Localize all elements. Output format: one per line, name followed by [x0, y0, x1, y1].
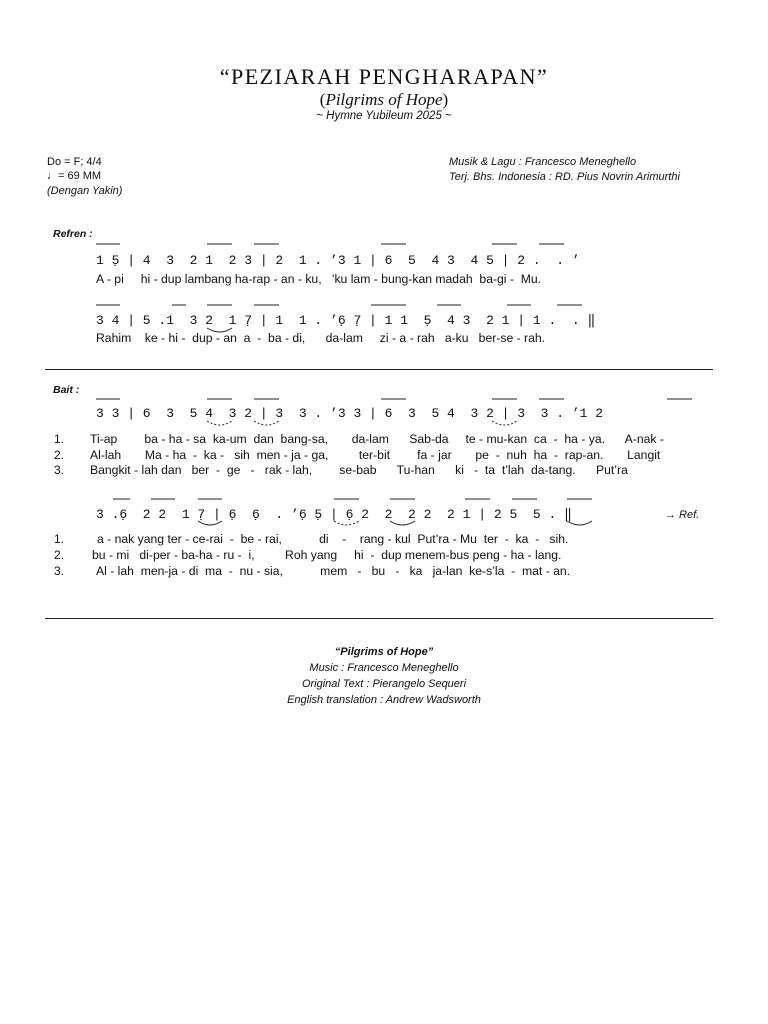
verse-number: 3. — [54, 564, 65, 578]
verse-3-lyrics-line-2: Al - lah men-ja - di ma - nu - sia, mem - bu - ka ja-lan ke-s’la - mat - an. — [96, 564, 571, 578]
verse-number: 1. — [54, 532, 65, 546]
hymne-caption: ~ Hymne Yubileum 2025 ~ — [316, 110, 452, 122]
expression-text: (Dengan Yakin) — [47, 185, 123, 197]
footer-translation-credit: English translation : Andrew Wadsworth — [287, 694, 481, 706]
verse-number: 2. — [54, 548, 65, 562]
verse-number: 2. — [54, 448, 65, 462]
verse-notation-line-2: 3 .6̣ 2 2 1 7̣ | 6̣ 6̣ . ’6̣ 5̣ | 6̣ 2 2 2 2 2 1 | 2 5 5 . ‖ — [96, 507, 572, 522]
footer-text-credit: Original Text : Pierangelo Sequeri — [301, 678, 467, 690]
refrain-lyrics-line-2: Rahim ke - hi - dup - an a - ba - di, da-lam zi - a - rah a-ku ber-se - rah. — [96, 331, 546, 345]
subtitle-english-title: Pilgrims of Hope — [325, 90, 443, 109]
verse-2-lyrics-line-2: bu - mi di-per - ba-ha - ru - i, Roh yang hi - dup menem-bus peng - ha - lang. — [92, 548, 562, 562]
refrain-notation-line-2: 3 4 | 5 .1 3 2 1 7̣ | 1 1 . ’6̣ 7̣ | 1 1 5̣ 4 3 2 1 | 1 . . ‖ — [96, 313, 596, 328]
music-credit-text: Musik & Lagu : Francesco Meneghello — [449, 156, 637, 168]
song-title: “PEZIARAH PENGHARAPAN” — [219, 64, 549, 89]
verse-notation-line-1: 3 3 | 6 3 5 4 3 2 | 3 3 . ’3 3 | 6 3 5 4 3 2 | 3 3 . ’1 2 — [96, 406, 604, 421]
footer-divider — [45, 618, 713, 619]
key-signature: Do = F; 4/4 — [47, 156, 102, 168]
verse-2-lyrics-line-1: Al-lah Ma - ha - ka - sih men - ja - ga, ter-bit fa - jar pe - nuh ha - rap-an. Langit — [90, 448, 661, 462]
refrain-lyrics-line-1: A - pi hi - dup lambang ha-rap - an - ku, ’ku lam - bung-kan madah ba-gi - Mu. — [96, 272, 542, 286]
refrain-label: Refren : — [53, 228, 93, 240]
slur — [492, 421, 517, 425]
refrain-notation-line-1: 1 5̣ | 4 3 2 1 2 3 | 2 1 . ’3 1 | 6 5 4 3 4 5 | 2 . . ’ — [96, 253, 580, 268]
verse-3-lyrics-line-1: Bangkit - lah dan ber - ge - rak - lah, se-bab Tu-han ki - ta t’lah da-tang. Put’ra — [90, 463, 628, 477]
subtitle-open-paren: ( — [319, 90, 326, 109]
footer-music-credit: Music : Francesco Meneghello — [309, 662, 459, 674]
slur — [254, 421, 279, 425]
section-divider — [45, 369, 713, 370]
footer-title: “Pilgrims of Hope” — [334, 646, 434, 658]
slur — [207, 421, 232, 425]
verse-number: 1. — [54, 432, 65, 446]
translation-credit-text: Terj. Bhs. Indonesia : RD. Pius Novrin Arimurthi — [449, 171, 680, 183]
verse-number: 3. — [54, 463, 65, 477]
subtitle-close-paren: ) — [442, 90, 449, 109]
ref-arrow-text: → Ref. — [665, 509, 700, 521]
refrain-return-marker — [665, 509, 699, 521]
verse-1-lyrics-line-2: a - nak yang ter - ce-rai - be - rai, di - rang - kul Put’ra - Mu ter - ka - sih. — [97, 532, 569, 546]
verse-label: Bait : — [53, 384, 80, 396]
verse-1-lyrics-line-1: Ti-ap ba - ha - sa ka-um dan bang-sa, da-lam Sab-da te - mu-kan ca - ha - ya. A-nak - — [90, 432, 664, 446]
tempo-marking: ♩= 69 MM — [47, 170, 102, 182]
